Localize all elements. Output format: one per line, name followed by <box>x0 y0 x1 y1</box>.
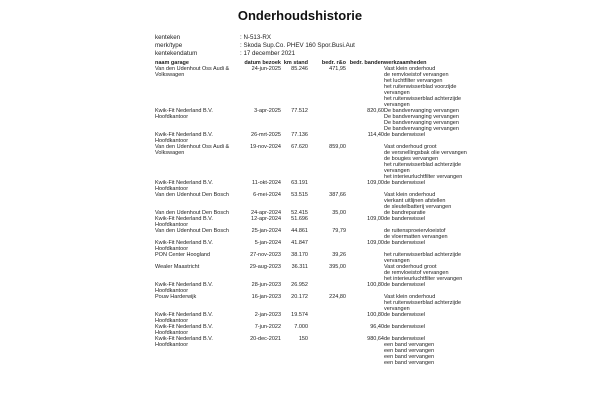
date-cell <box>243 282 281 294</box>
date-cell-line: 28-jun-2023 <box>251 282 281 288</box>
amount-ro-cell <box>308 240 346 252</box>
work-cell-line: het ruitenwisserblad voorzijde <box>384 84 457 90</box>
date-cell <box>243 180 281 192</box>
work-cell <box>384 108 549 132</box>
work-cell <box>384 228 549 240</box>
amount-ro-cell <box>308 252 346 264</box>
km-cell-line: 53.515 <box>291 192 308 198</box>
work-cell-line: de remvloeistof vervangen <box>384 270 449 276</box>
km-cell-line: 41.847 <box>291 240 308 246</box>
work-cell <box>384 180 549 192</box>
amount-ro-cell <box>308 228 346 240</box>
work-cell <box>384 192 549 210</box>
km-cell-line: 36.311 <box>291 264 308 270</box>
date-cell-line: 24-apr-2024 <box>251 210 281 216</box>
date-cell <box>243 264 281 282</box>
garage-cell-line: Pouw Harderwijk <box>155 294 197 300</box>
work-cell-line: Vast onderhoud groot <box>384 144 437 150</box>
table-row <box>155 294 549 312</box>
amount-banden-cell <box>346 216 384 228</box>
garage-cell-line: Volkswagen <box>155 150 185 156</box>
amount-banden-cell <box>346 264 384 282</box>
work-cell-line: Vast klein onderhoud <box>384 66 436 72</box>
amount-banden-cell <box>346 294 384 312</box>
amount-ro-cell-line: 859,00 <box>329 144 346 150</box>
column-header-werkzaamheden: werkzaamheden <box>384 60 427 66</box>
work-cell-line: de versnellingsbak olie vervangen <box>384 150 467 156</box>
vehicle-info-value: : N-513-RX <box>240 34 271 41</box>
date-cell-line: 5-jan-2024 <box>254 240 281 246</box>
vehicle-info <box>155 34 355 58</box>
amount-banden-cell-line: 100,80 <box>367 282 384 288</box>
amount-ro-cell-line: 471,95 <box>329 66 346 72</box>
work-cell-line: een band vervangen <box>384 348 435 354</box>
work-cell-line: vierkant uitlijnen afstellen <box>384 198 446 204</box>
km-cell <box>281 144 308 180</box>
garage-cell-line: Kwik-Fit Nederland B.V. <box>155 132 213 138</box>
garage-cell-line: Hoofdkantoor <box>155 138 189 144</box>
work-cell-line: Vast onderhoud groot <box>384 264 437 270</box>
garage-cell-line: Wealer Maastricht <box>155 264 200 270</box>
work-cell-line: de vloermatten vervangen <box>384 234 448 240</box>
garage-cell-line: Volkswagen <box>155 72 185 78</box>
date-cell-line: 29-aug-2023 <box>249 264 281 270</box>
work-cell <box>384 336 549 366</box>
column-header-datum-bezoek: datum bezoek <box>244 60 281 66</box>
km-cell <box>281 216 308 228</box>
amount-ro-cell-line: 35,00 <box>332 210 346 216</box>
km-cell <box>281 228 308 240</box>
date-cell <box>243 294 281 312</box>
work-cell-line: de bandreparatie <box>384 210 426 216</box>
garage-cell-line: Hoofdkantoor <box>155 330 189 336</box>
garage-cell-line: Kwik-Fit Nederland B.V. <box>155 240 213 246</box>
garage-cell-line: Kwik-Fit Nederland B.V. <box>155 282 213 288</box>
garage-cell <box>155 66 243 108</box>
garage-cell <box>155 216 243 228</box>
amount-ro-cell <box>308 108 346 132</box>
garage-cell-line: Van den Udenhout Den Bosch <box>155 228 229 234</box>
km-cell-line: 67.620 <box>291 144 308 150</box>
garage-cell <box>155 252 243 264</box>
page-title: Onderhoudshistorie <box>237 8 363 23</box>
amount-banden-cell <box>346 282 384 294</box>
table-row <box>155 324 549 336</box>
amount-ro-cell-line: 39,26 <box>332 252 346 258</box>
amount-banden-cell <box>346 66 384 108</box>
work-cell-line: de bandenwissel <box>384 336 425 342</box>
km-cell <box>281 192 308 210</box>
table-row <box>155 240 549 252</box>
date-cell <box>243 132 281 144</box>
work-cell-line: de bandenwissel <box>384 132 425 138</box>
garage-cell-line: Van den Udenhout Den Bosch <box>155 192 229 198</box>
date-cell <box>243 252 281 264</box>
km-cell <box>281 180 308 192</box>
amount-banden-cell-line: 100,80 <box>367 312 384 318</box>
date-cell-line: 19-nov-2024 <box>250 144 281 150</box>
garage-cell <box>155 264 243 282</box>
amount-ro-cell <box>308 282 346 294</box>
garage-cell-line: Van den Udenhout Oss Audi & <box>155 66 230 72</box>
date-cell-line: 26-mrt-2025 <box>251 132 281 138</box>
work-cell <box>384 264 549 282</box>
amount-banden-cell <box>346 192 384 210</box>
vehicle-info-row <box>155 42 355 50</box>
km-cell <box>281 264 308 282</box>
garage-cell-line: Hoofdkantoor <box>155 246 189 252</box>
work-cell-line: de bandenwissel <box>384 312 425 318</box>
work-cell <box>384 324 549 336</box>
work-cell-line: een band vervangen <box>384 342 435 348</box>
km-cell-line: 20.172 <box>291 294 308 300</box>
table-row <box>155 264 549 282</box>
km-cell-line: 52.415 <box>291 210 308 216</box>
work-cell-line: het ruitenwisserblad achterzijde <box>384 252 462 258</box>
work-cell-line: het luchtfilter vervangen <box>384 78 443 84</box>
garage-cell-line: Kwik-Fit Nederland B.V. <box>155 180 213 186</box>
work-cell-line: de ruitensproeiervloeistof <box>384 228 446 234</box>
garage-cell <box>155 336 243 366</box>
garage-cell-line: Kwik-Fit Nederland B.V. <box>155 108 213 114</box>
km-cell-line: 150 <box>298 336 308 342</box>
amount-banden-cell-line: 820,60 <box>367 108 384 114</box>
garage-cell-line: Kwik-Fit Nederland B.V. <box>155 216 213 222</box>
date-cell <box>243 240 281 252</box>
work-cell-line: vervangen <box>384 90 410 96</box>
garage-cell-line: Hoofdkantoor <box>155 288 189 294</box>
work-cell-line: een band vervangen <box>384 354 435 360</box>
km-cell-line: 77.512 <box>291 108 308 114</box>
km-cell <box>281 252 308 264</box>
amount-banden-cell-line: 109,00 <box>367 240 384 246</box>
km-cell-line: 77.136 <box>291 132 308 138</box>
km-cell-line: 63.191 <box>291 180 308 186</box>
garage-cell <box>155 312 243 324</box>
km-cell-line: 19.574 <box>291 312 308 318</box>
garage-cell-line: Kwik-Fit Nederland B.V. <box>155 324 213 330</box>
work-cell-line: vervangen <box>384 168 410 174</box>
amount-banden-cell <box>346 108 384 132</box>
date-cell <box>243 324 281 336</box>
km-cell <box>281 312 308 324</box>
date-cell-line: 24-jun-2025 <box>251 66 281 72</box>
date-cell <box>243 192 281 210</box>
date-cell-line: 20-dec-2021 <box>250 336 281 342</box>
amount-banden-cell <box>346 252 384 264</box>
km-cell-line: 26.952 <box>291 282 308 288</box>
km-cell-line: 85.246 <box>291 66 308 72</box>
amount-ro-cell <box>308 294 346 312</box>
work-cell <box>384 252 549 264</box>
amount-banden-cell <box>346 132 384 144</box>
vehicle-info-label: kentekendatum <box>155 50 198 57</box>
garage-cell <box>155 324 243 336</box>
work-cell-line: een band vervangen <box>384 360 435 366</box>
date-cell-line: 3-apr-2025 <box>254 108 281 114</box>
date-cell-line: 6-mei-2024 <box>253 192 281 198</box>
work-cell-line: de sleutelbatterij vervangen <box>384 204 452 210</box>
amount-ro-cell <box>308 336 346 366</box>
date-cell <box>243 336 281 366</box>
garage-cell <box>155 132 243 144</box>
work-cell <box>384 216 549 228</box>
work-cell-line: vervangen <box>384 102 410 108</box>
garage-cell-line: Van den Udenhout Oss Audi & <box>155 144 230 150</box>
date-cell-line: 27-nov-2023 <box>250 252 281 258</box>
amount-banden-cell <box>346 144 384 180</box>
amount-banden-cell <box>346 180 384 192</box>
km-cell-line: 51.696 <box>291 216 308 222</box>
km-cell <box>281 108 308 132</box>
amount-ro-cell <box>308 144 346 180</box>
garage-cell-line: Kwik-Fit Nederland B.V. <box>155 336 213 342</box>
garage-cell <box>155 108 243 132</box>
table-row <box>155 228 549 240</box>
date-cell <box>243 144 281 180</box>
garage-cell <box>155 282 243 294</box>
amount-ro-cell <box>308 312 346 324</box>
work-cell-line: het ruitenwisserblad achterzijde <box>384 96 462 102</box>
amount-ro-cell <box>308 180 346 192</box>
garage-cell-line: Hoofdkantoor <box>155 186 189 192</box>
column-header-km-stand: km stand <box>283 60 308 66</box>
amount-banden-cell-line: 109,00 <box>367 180 384 186</box>
work-cell-line: Vast klein onderhoud <box>384 294 436 300</box>
work-cell-line: de bandenwissel <box>384 216 425 222</box>
work-cell-line: De bandvervanging vervangen <box>384 108 459 114</box>
amount-banden-cell <box>346 228 384 240</box>
work-cell-line: vervangen <box>384 306 410 312</box>
km-cell-line: 38.170 <box>291 252 308 258</box>
garage-cell-line: PON Center Hoogland <box>155 252 211 258</box>
km-cell-line: 7.000 <box>294 324 308 330</box>
work-cell <box>384 132 549 144</box>
garage-cell-line: Hoofdkantoor <box>155 222 189 228</box>
vehicle-info-label: kenteken <box>155 34 181 41</box>
work-cell <box>384 240 549 252</box>
date-cell-line: 11-okt-2024 <box>252 180 281 186</box>
work-cell-line: De bandvervanging vervangen <box>384 114 459 120</box>
date-cell-line: 16-jan-2023 <box>251 294 281 300</box>
garage-cell <box>155 294 243 312</box>
garage-cell <box>155 144 243 180</box>
km-cell <box>281 132 308 144</box>
table-row <box>155 66 549 108</box>
date-cell-line: 12-apr-2024 <box>251 216 281 222</box>
work-cell-line: de bandenwissel <box>384 240 425 246</box>
table-row <box>155 282 549 294</box>
column-header-bedr-banden: bedr. banden <box>349 60 384 66</box>
amount-ro-cell <box>308 66 346 108</box>
date-cell-line: 7-jun-2022 <box>254 324 281 330</box>
work-cell-line: het interieurluchtfilter vervangen <box>384 174 463 180</box>
table-row <box>155 192 549 210</box>
amount-ro-cell <box>308 192 346 210</box>
table-row <box>155 144 549 180</box>
vehicle-info-value: : 17 december 2021 <box>240 50 296 57</box>
work-cell-line: De bandvervanging vervangen <box>384 126 459 132</box>
amount-ro-cell-line: 395,00 <box>329 264 346 270</box>
work-cell-line: vervangen <box>384 258 410 264</box>
table-row <box>155 180 549 192</box>
work-cell-line: Vast klein onderhoud <box>384 192 436 198</box>
table-row <box>155 216 549 228</box>
date-cell <box>243 108 281 132</box>
table-row <box>155 252 549 264</box>
amount-ro-cell <box>308 216 346 228</box>
km-cell <box>281 240 308 252</box>
column-header-naam-garage: naam garage <box>155 60 189 66</box>
amount-banden-cell-line: 114,40 <box>367 132 384 138</box>
date-cell <box>243 228 281 240</box>
garage-cell-line: Hoofdkantoor <box>155 318 189 324</box>
work-cell <box>384 144 549 180</box>
garage-cell <box>155 228 243 240</box>
work-cell <box>384 66 549 108</box>
km-cell <box>281 324 308 336</box>
amount-ro-cell <box>308 324 346 336</box>
amount-ro-cell-line: 387,66 <box>329 192 346 198</box>
vehicle-info-value: : Skoda Sup.Co. PHEV 160 Spor.Busi.Aut <box>240 42 355 49</box>
work-cell-line: de remvloeistof vervangen <box>384 72 449 78</box>
km-cell <box>281 282 308 294</box>
garage-cell-line: Kwik-Fit Nederland B.V. <box>155 312 213 318</box>
work-cell-line: het interieurluchtfilter vervangen <box>384 276 463 282</box>
km-cell <box>281 294 308 312</box>
amount-banden-cell <box>346 324 384 336</box>
garage-cell-line: Hoofdkantoor <box>155 114 189 120</box>
work-cell-line: de bandenwissel <box>384 324 425 330</box>
amount-banden-cell-line: 109,00 <box>367 216 384 222</box>
garage-cell <box>155 192 243 210</box>
work-cell <box>384 312 549 324</box>
vehicle-info-row <box>155 34 355 42</box>
work-cell <box>384 294 549 312</box>
km-cell <box>281 66 308 108</box>
date-cell <box>243 216 281 228</box>
work-cell-line: het ruitenwisserblad achterzijde <box>384 300 462 306</box>
work-cell <box>384 282 549 294</box>
km-cell <box>281 336 308 366</box>
work-cell-line: de bandenwissel <box>384 180 425 186</box>
work-cell-line: De bandvervanging vervangen <box>384 120 459 126</box>
maintenance-history-table <box>155 60 549 366</box>
table-row <box>155 336 549 366</box>
garage-cell <box>155 180 243 192</box>
amount-banden-cell-line: 96,40 <box>370 324 384 330</box>
garage-cell <box>155 240 243 252</box>
date-cell <box>243 312 281 324</box>
garage-cell-line: Van den Udenhout Den Bosch <box>155 210 229 216</box>
amount-ro-cell <box>308 132 346 144</box>
amount-banden-cell <box>346 312 384 324</box>
date-cell-line: 2-jan-2023 <box>254 312 281 318</box>
km-cell-line: 44.861 <box>291 228 308 234</box>
table-row <box>155 132 549 144</box>
amount-ro-cell-line: 79,79 <box>332 228 346 234</box>
amount-banden-cell-line: 980,64 <box>367 336 384 342</box>
vehicle-info-label: merk/type <box>155 42 183 49</box>
column-header-bedr-ro: bedr. r&o <box>321 60 346 66</box>
vehicle-info-row <box>155 50 355 58</box>
date-cell-line: 25-jan-2024 <box>251 228 281 234</box>
work-cell-line: het ruitenwisserblad achterzijde <box>384 162 462 168</box>
table-row <box>155 312 549 324</box>
amount-banden-cell <box>346 336 384 366</box>
table-row <box>155 108 549 132</box>
amount-ro-cell-line: 224,80 <box>329 294 346 300</box>
date-cell <box>243 66 281 108</box>
work-cell-line: de bougies vervangen <box>384 156 439 162</box>
amount-banden-cell <box>346 240 384 252</box>
work-cell-line: de bandenwissel <box>384 282 425 288</box>
amount-ro-cell <box>308 264 346 282</box>
garage-cell-line: Hoofdkantoor <box>155 342 189 348</box>
